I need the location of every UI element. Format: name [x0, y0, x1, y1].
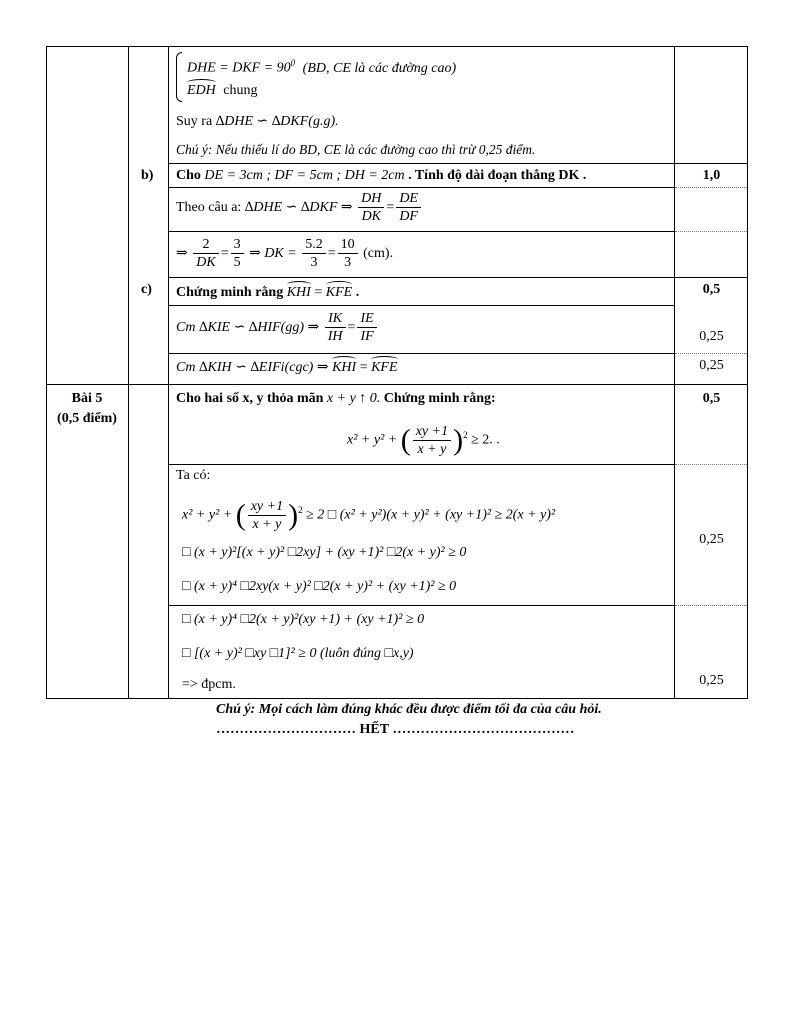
bai5-line2: □ (x + y)²[(x + y)² □2xy] + (xy +1)² □2(x + y)² ≥ 0 [182, 545, 467, 560]
part-a-line1: DHE = DKF = $90^0$ (BD, CE là các đường cao) [187, 58, 457, 76]
row-divider [46, 384, 748, 385]
bai5-inequality: x² + y² + ( $\frac{xy +1}{x + y}$ )$^2$ ≥ 2. . [347, 423, 500, 457]
row-divider [168, 353, 675, 354]
part-c-label: c) [141, 282, 152, 297]
bai5-line1: x² + y² + ( $\frac{xy +1}{x + y}$ )$^2$ ≥ 2 □ (x² + y²)(x + y)² + (xy +1)² ≥ 2(x + y)² [182, 498, 556, 532]
row-divider [168, 163, 748, 164]
row-divider [168, 277, 748, 278]
table-border-bottom [46, 698, 748, 699]
bai5-score-end: 0,25 [699, 673, 724, 688]
part-a-note: Chú ý: Nếu thiếu lí do BD, CE là các đường cao thì trừ 0,25 điểm. [176, 142, 536, 157]
row-divider [168, 231, 675, 232]
part-b-step1: Theo câu a: ∆DHE ∽ ∆DKF ⇒ $\frac{DH}{DK}$ = $\frac{DE}{DF}$ [176, 190, 423, 226]
part-c-score: 0,5 [702, 282, 721, 297]
footer-note: Chú ý: Mọi cách làm đúng khác đều được điểm tối đa của câu hỏi. [216, 702, 602, 717]
part-a-line2: EDH chung [187, 83, 258, 98]
part-c-problem: Chứng minh rằng KHI = KFE . [176, 285, 360, 300]
column-divider [128, 46, 129, 699]
part-c-step2-score: 0,25 [699, 358, 724, 373]
row-divider-dotted [675, 187, 747, 188]
bai5-line6: => đpcm. [182, 677, 236, 692]
part-c-step1-score: 0,25 [699, 329, 724, 344]
part-a-conclusion: Suy ra ∆DHE ∽ ∆DKF(g.g). [176, 114, 339, 129]
part-b-step2: ⇒ $\frac{2}{DK}$ = $\frac{3}{5}$ ⇒ DK = $\frac{5.2}{3}$ = $\frac{10}{3}$ (cm). [176, 237, 394, 271]
bai5-taco: Ta có: [176, 468, 211, 483]
row-divider [168, 464, 675, 465]
system-brace [176, 52, 182, 102]
column-divider [168, 46, 169, 699]
row-divider-dotted [675, 353, 747, 354]
row-divider [168, 305, 675, 306]
footer-end: ………………………… HẾT ………………………………… [216, 722, 575, 737]
part-b-problem: Cho DE = 3cm ; DF = 5cm ; DH = 2cm . Tính độ dài đoạn thẳng DK . [176, 168, 587, 183]
row-divider [168, 187, 675, 188]
bai5-points: (0,5 điểm) [57, 411, 117, 426]
part-c-step2: Cm ∆KIH ∽ ∆EIFi(cgc) ⇒ KHI = KFE [176, 360, 398, 375]
part-b-label: b) [141, 168, 154, 183]
row-divider [168, 605, 675, 606]
bai5-score: 0,5 [702, 391, 721, 406]
bai5-line5: □ [(x + y)² □xy □1]² ≥ 0 (luôn đúng □x,y) [182, 646, 414, 661]
table-border-top [46, 46, 748, 47]
bai5-title: Bài 5 [71, 391, 103, 406]
row-divider-dotted [675, 605, 747, 606]
table-border-left [46, 46, 47, 699]
bai5-problem: Cho hai số x, y thỏa mãn x + y ↑ 0. Chứng minh rằng: [176, 391, 496, 406]
row-divider-dotted [675, 464, 747, 465]
part-c-step1: Cm ∆KIE ∽ ∆HIF(gg) ⇒ $\frac{IK}{IH}$ = $\frac{IE}{IF}$ [176, 308, 379, 348]
bai5-score-mid: 0,25 [699, 532, 724, 547]
part-b-score: 1,0 [702, 168, 721, 183]
row-divider-dotted [675, 231, 747, 232]
bai5-line3: □ (x + y)⁴ □2xy(x + y)² □2(x + y)² + (xy +1)² ≥ 0 [182, 579, 457, 594]
bai5-line4: □ (x + y)⁴ □2(x + y)²(xy +1) + (xy +1)² ≥ 0 [182, 612, 425, 627]
